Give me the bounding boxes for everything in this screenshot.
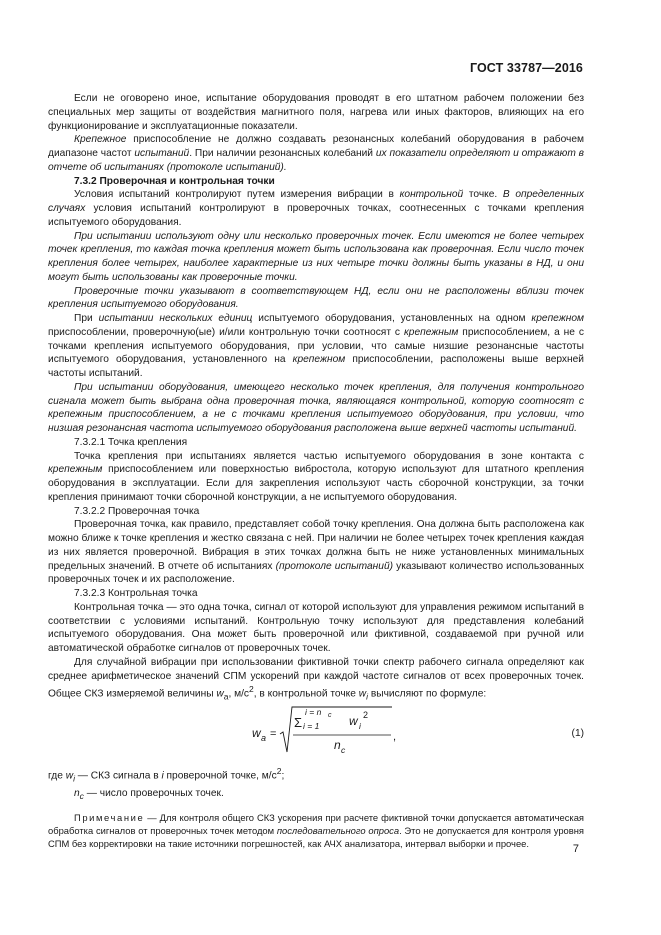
emphasis: При испытании оборудования, имеющего несколько точек крепления, для получения контрольного сигнала может быть выбрана одна проверочная точка, являющаяся контрольной, которую соотносят с крепежным приспособлением, а не с точками крепления испытуемого оборудования, при условии, что низшая резонансная частота испытуемого оборудования расположена выше верхней частоты испытаний. xyxy=(48,381,584,434)
page-number: 7 xyxy=(572,843,579,855)
sum-upper-limit-sub: c xyxy=(328,712,332,720)
emphasis: Проверочные точки указывают в соответствующем НД, если они не расположены вблизи точек крепления испытуемого оборудования. xyxy=(48,285,584,311)
emphasis: Крепежное xyxy=(74,134,127,146)
formula-lhs-sub: a xyxy=(261,733,267,744)
formula-term-sup: 2 xyxy=(363,710,369,721)
paragraph-4 xyxy=(48,230,584,285)
note-label: Примечание xyxy=(74,812,145,824)
text-run: — СКЗ сигнала в xyxy=(74,770,162,782)
variable-n: n xyxy=(74,787,80,799)
text-run: где xyxy=(48,770,66,782)
text-run: приспособлением, а не с точками крепления испытуемого оборудования, при условии, что самые низшие резонансные частоты испытуемого оборудования, установленного на xyxy=(48,326,585,366)
paragraph-2 xyxy=(48,133,584,174)
section-heading-7-3-2-3: 7.3.2.3 Контрольная точка xyxy=(74,588,198,599)
sum-upper-limit: i = n xyxy=(305,707,322,718)
paragraph-10: Контрольная точка — это одна точка, сигнал от которой используют для управления режимом испытаний в соответствии с условиями испытаний. Контрольную точку используют для представления колебаний испытуемого оборудования. Она может быть проверочной или фиктивной, создаваемой при ручной или автоматической обработке сигналов от проверочных точек. xyxy=(48,601,584,654)
section-heading-7-3-2: 7.3.2 Проверочная и контрольная точки xyxy=(74,175,275,187)
superscript: 2 xyxy=(249,684,254,695)
text-run: ; xyxy=(281,770,285,782)
text-run: — число проверочных точек. xyxy=(83,787,224,799)
text-run: Точка крепления при испытаниях является частью испытуемого оборудования в зоне контакта с xyxy=(74,450,584,462)
variable-w: w xyxy=(65,770,74,782)
formula-term-sub: i xyxy=(359,721,361,732)
formula-term: w xyxy=(349,714,358,729)
formula-lhs: w xyxy=(252,726,261,741)
text-run: , м/с xyxy=(228,688,250,700)
text-run: — Для контроля общего СКЗ ускорения при расчете фиктивной точки допускается автоматическая обработка сигналов от проверочных точек методом xyxy=(48,812,584,837)
text-run: . Это не допускается для контроля уровня СПМ без корректировки на такие источники погрешностей, как АЧХ анализатора, интервал выборки и прочее. xyxy=(48,825,585,850)
section-heading-7-3-2-1: 7.3.2.1 Точка крепления xyxy=(74,436,188,448)
text-run: испытуемого оборудования, установленных на одном xyxy=(252,313,532,324)
formula-1 xyxy=(48,706,584,762)
text-run: Проверочная точка, как правило, представляет собой точку крепления. Она должна быть расположена как можно ближе к точке крепления и жестко связана с ней. При наличии не более четырех точек крепления каждая из них является проверочной. Вибрация в этих точках должна быть не ниже установленных минимальных предельных значений. В отчете об испытаниях xyxy=(48,519,584,572)
text-run: указывают количество использованных проверочных точек и их расположение. xyxy=(48,560,584,586)
emphasis: испытаний xyxy=(134,148,190,159)
body-text xyxy=(48,92,584,850)
sigma-symbol: Σ xyxy=(294,715,303,731)
superscript: 2 xyxy=(276,766,282,777)
paragraph-3 xyxy=(48,188,584,229)
emphasis: испытании нескольких единиц xyxy=(98,313,253,324)
text-run: Для случайной вибрации при использовании фиктивной точки спектр рабочего сигнала определяют как среднее арифметическое значений СПМ ускорений при каждой частоте сигналов от всех проверочных точек. Общее СКЗ измеряемой величины xyxy=(48,656,584,700)
paragraph-7 xyxy=(48,381,584,436)
subscript: c xyxy=(79,790,84,801)
emphasis: крепежным xyxy=(48,464,103,476)
formula-denominator: n xyxy=(334,738,341,753)
emphasis: крепежном xyxy=(292,354,346,366)
paragraph-8 xyxy=(48,450,584,505)
text-run: . При наличии резонансных колебаний xyxy=(189,148,376,159)
where-line-2 xyxy=(48,787,584,804)
emphasis: При испытании используют одну или несколько проверочных точек. Если имеются не более четырех точек крепления, то каждая точка крепления может быть использована как проверочная. Если число точек крепления более четырех, наиболее характерные из них четыре точки должны быть указаны в НД, и они могут быть использованы как проверочные точки. xyxy=(48,230,584,283)
variable-w: w xyxy=(358,688,367,700)
emphasis: (протоколе испытаний) xyxy=(275,560,394,572)
emphasis: их показатели определяют и отражают в отчете об испытаниях (протоколе испытаний). xyxy=(48,148,584,173)
sum-lower-limit: i = 1 xyxy=(303,721,320,732)
paragraph-11 xyxy=(48,656,584,705)
equation-number: (1) xyxy=(571,728,584,740)
formula-comma: , xyxy=(393,731,397,744)
text-run: точке. xyxy=(463,189,503,201)
document-code: ГОСТ 33787—2016 xyxy=(469,61,583,75)
emphasis: последовательного опроса xyxy=(276,825,400,837)
formula-denominator-sub: c xyxy=(341,745,346,756)
text-run: При xyxy=(74,313,99,324)
note xyxy=(48,811,584,850)
section-heading-7-3-2-2: 7.3.2.2 Проверочная точка xyxy=(74,505,200,517)
text-run: условия испытаний контролируют в проверочных точках, соотнесенных с точками крепления испытуемого оборудования. xyxy=(48,203,584,228)
text-run: Условия испытаний контролируют путем измерения вибрации в xyxy=(74,189,400,201)
variable-i: i xyxy=(161,770,164,782)
text-run: приспособлении, проверочную(ые) и/или контрольную точки соотносят с xyxy=(48,326,404,338)
subscript: a xyxy=(223,691,229,702)
emphasis: крепежным xyxy=(403,326,459,338)
formula-equals: = xyxy=(270,728,277,741)
emphasis: В определенных случаях xyxy=(48,189,585,214)
variable-w: w xyxy=(216,688,224,700)
text-run: , в контрольной точке xyxy=(253,688,359,700)
paragraph-9 xyxy=(48,518,584,587)
subscript: i xyxy=(73,773,75,784)
text-run: приспособление не должно создавать резонансных колебаний оборудования в рабочем диапазоне частот xyxy=(48,134,584,159)
text-run: проверочной точке, м/с xyxy=(163,770,277,782)
subscript: i xyxy=(366,691,368,702)
emphasis: контрольной xyxy=(399,189,464,201)
text-run: приспособлении, расположены выше верхней частоты испытаний. xyxy=(48,354,584,379)
paragraph-5 xyxy=(48,285,584,313)
text-run: приспособлением или поверхностью вибростола, которую используют для штатного крепления оборудования в эксплуатации. Если для закрепления используют часть сборочной конструкции, за точки крепления принимают точки сборочной конструкции, а не испытуемого оборудования. xyxy=(48,464,584,503)
text-run: вычисляют по формуле: xyxy=(368,688,487,700)
where-line-1 xyxy=(48,765,584,786)
formula-graphic xyxy=(250,706,440,762)
paragraph-1: Если не оговорено иное, испытание оборудования проводят в его штатном рабочем положении без специальных мер защиты от воздействия магнитного поля, нагрева или иных факторов, влияющих на его функционирование и эксплуатационные показатели. xyxy=(48,93,584,132)
paragraph-6 xyxy=(48,312,584,381)
emphasis: крепежном xyxy=(531,313,584,324)
